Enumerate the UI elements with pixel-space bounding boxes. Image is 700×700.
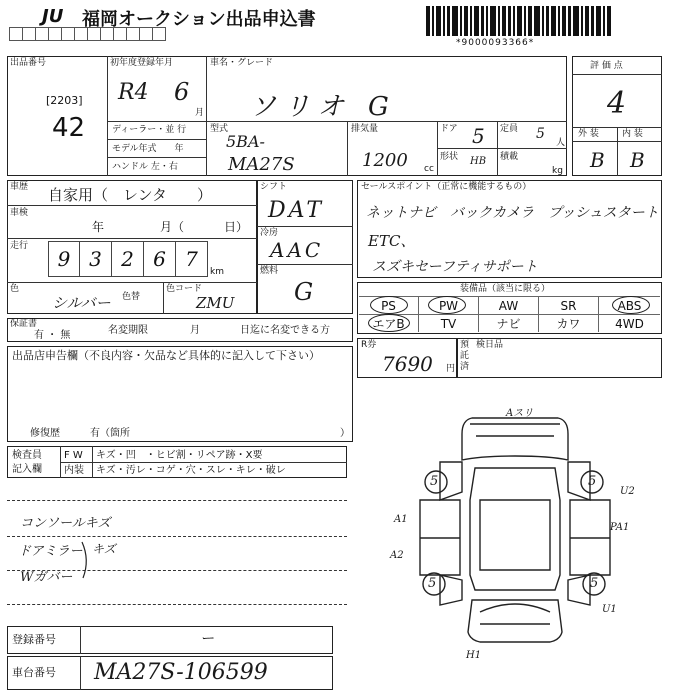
car-diagram <box>400 400 630 655</box>
exterior-label: 外 装 <box>578 129 599 139</box>
shift-value: DAT <box>268 198 324 223</box>
color-value: シルバー <box>52 294 111 312</box>
tire-fl: 5 <box>430 474 439 489</box>
mark-h1: H1 <box>466 650 482 661</box>
first-reg-month: 6 <box>174 78 190 106</box>
exterior-grade: B <box>590 148 605 172</box>
dealer-label: ディーラー・並 行 <box>112 125 187 135</box>
name-change-month: 月 <box>190 325 200 336</box>
recycle-label: R券 <box>361 340 377 350</box>
declaration-label: 出品店申告欄（不良内容・欠品など具体的に記入して下さい） <box>12 349 320 362</box>
equip-leather: カワ <box>539 314 599 332</box>
displacement-label: 排気量 <box>351 124 379 134</box>
equip-pw: PW <box>419 296 479 314</box>
score-label: 評 価 点 <box>590 61 623 71</box>
equip-navi: ナビ <box>479 314 539 332</box>
shift-label: シフト <box>260 182 288 192</box>
mark-pa1: PA1 <box>610 522 630 533</box>
tire-rl: 5 <box>428 576 437 591</box>
recycle-value: 7690 <box>382 352 433 376</box>
sales-point-label: セールスポイント（正常に機能するもの） <box>361 182 532 192</box>
equip-tv: TV <box>419 314 479 332</box>
equip-circle-mark <box>428 296 466 314</box>
equip-circle-mark <box>612 296 650 314</box>
month-unit: 月 <box>195 108 205 118</box>
inspector-label2: 記入欄 <box>12 464 42 475</box>
equip-circle-mark <box>370 296 408 314</box>
warranty-label: 保証書 <box>10 319 38 329</box>
inspector-fw-items: キズ・凹 ・ヒビ割・リペア跡・X要 <box>96 450 263 461</box>
shape-label: 形状 <box>440 152 459 162</box>
repair-history-label: 修復歴 <box>30 428 60 439</box>
usage-value: 自家用（ レンタ ） <box>48 186 213 204</box>
inspector-interior: 内装 <box>64 465 84 476</box>
sales-point-line2: ETC、 <box>368 232 416 250</box>
aircon-label: 冷房 <box>260 228 279 238</box>
lot-number: 42 <box>52 113 86 143</box>
type-label: 型式 <box>210 124 229 134</box>
inspector-label: 検日品 <box>476 340 504 350</box>
equip-airbag: エアB <box>359 314 419 332</box>
model-year-label: モデル年式 年 <box>112 144 184 154</box>
tire-rr: 5 <box>590 576 599 591</box>
mark-top: Aスリ <box>506 408 534 419</box>
check-squares <box>9 27 165 41</box>
first-reg-year: R4 <box>118 80 149 105</box>
equip-abs: ABS <box>599 296 660 314</box>
capacity-unit: 人 <box>556 138 566 148</box>
lot-label: 出品番号 <box>10 58 47 68</box>
displacement-value: 1200 <box>362 150 408 171</box>
inspector-interior-items: キズ・汚レ・コゲ・穴・スレ・キレ・破レ <box>96 465 286 476</box>
warranty-options: 有 ・ 無 <box>34 330 71 341</box>
color-change-label: 色替 <box>122 292 141 302</box>
inspection-month: 月（ <box>160 220 185 234</box>
repair-history-close: ） <box>340 428 350 439</box>
fuel-value: G <box>294 278 314 306</box>
doors-label: ドア <box>440 124 458 134</box>
mark-u2-right: U2 <box>620 486 635 497</box>
aircon-value: AAC <box>270 238 324 262</box>
first-reg-label: 初年度登録年月 <box>110 58 174 68</box>
usage-label: 車歴 <box>10 182 29 192</box>
note-scratch: キズ <box>92 542 116 556</box>
fuel-label: 燃料 <box>260 266 279 276</box>
inspection-year: 年 <box>92 220 105 234</box>
mileage-digits <box>48 241 208 277</box>
mark-a2-left: A2 <box>390 550 404 561</box>
chassis-value: MA27S-106599 <box>94 660 268 685</box>
note-console: コンソールキズ <box>20 516 111 531</box>
chassis-label: 車台番号 <box>12 666 56 679</box>
note-bracket <box>80 540 94 580</box>
logo: JU <box>42 6 64 27</box>
mileage-digit: 9 <box>48 241 80 277</box>
mileage-digit: 6 <box>144 241 176 277</box>
recycle-paid-label: 預託済 <box>460 340 470 372</box>
color-label: 色 <box>10 284 20 294</box>
color-code-value: ZMU <box>196 294 235 312</box>
note-door-mirror: ドアミラー <box>18 544 83 559</box>
registration-value: ー <box>200 631 214 647</box>
inspector-fw: F W <box>64 450 83 461</box>
lot-sub-number: [2203] <box>46 94 83 107</box>
car-name-label: 車名・グレード <box>210 58 274 68</box>
equip-sr: SR <box>539 296 599 314</box>
score-value: 4 <box>607 86 627 121</box>
type-value: 5BA- <box>226 132 265 151</box>
shape-value: HB <box>470 156 487 167</box>
interior-grade: B <box>630 148 645 172</box>
inspector-label1: 検査員 <box>12 450 42 461</box>
equipment-label: 装備品（該当に限る） <box>460 284 551 294</box>
barcode <box>426 6 613 36</box>
name-change-label: 名変期限 <box>108 325 148 336</box>
model-code: MA27S <box>228 154 295 175</box>
mileage-digit: 2 <box>112 241 144 277</box>
sales-point-line1: ネットナビ バックカメラ プッシュスタート <box>366 205 659 221</box>
inspection-label: 車検 <box>10 208 29 218</box>
sales-point-line3: スズキセーフティサポート <box>372 259 538 275</box>
car-name-value: ソリオ G <box>250 92 397 122</box>
loading-label: 積載 <box>500 152 519 162</box>
mileage-digit: 3 <box>80 241 112 277</box>
color-code-label: 色コード <box>166 284 203 294</box>
mark-u1: U1 <box>602 604 617 615</box>
inspection-day: 日） <box>224 220 249 234</box>
doors-value: 5 <box>472 124 485 148</box>
equip-aw: AW <box>479 296 539 314</box>
handle-label: ハンドル 左・右 <box>112 162 178 172</box>
interior-label: 内 装 <box>622 129 643 139</box>
mileage-digit: 7 <box>176 241 208 277</box>
note-w-cover: Wガバー <box>20 570 73 585</box>
equip-ps: PS <box>359 296 419 314</box>
registration-label: 登録番号 <box>12 633 56 646</box>
capacity-label: 定員 <box>500 124 519 134</box>
loading-unit: kg <box>552 166 563 176</box>
equip-circle-mark <box>368 314 410 332</box>
form-title: 福岡オークション出品申込書 <box>82 9 316 30</box>
mark-a1-left: A1 <box>394 514 408 525</box>
repair-history-options: 有（箇所 <box>90 428 130 439</box>
barcode-number: *9000093366* <box>456 38 535 48</box>
equip-4wd: 4WD <box>599 314 660 332</box>
mileage-label: 走行 <box>10 241 29 251</box>
displacement-unit: cc <box>424 164 434 174</box>
recycle-unit: 円 <box>446 364 456 374</box>
mileage-unit: km <box>210 267 224 277</box>
name-change-note: 日迄に名変できる方 <box>240 325 330 336</box>
tire-fr: 5 <box>588 474 597 489</box>
capacity-value: 5 <box>536 126 545 142</box>
